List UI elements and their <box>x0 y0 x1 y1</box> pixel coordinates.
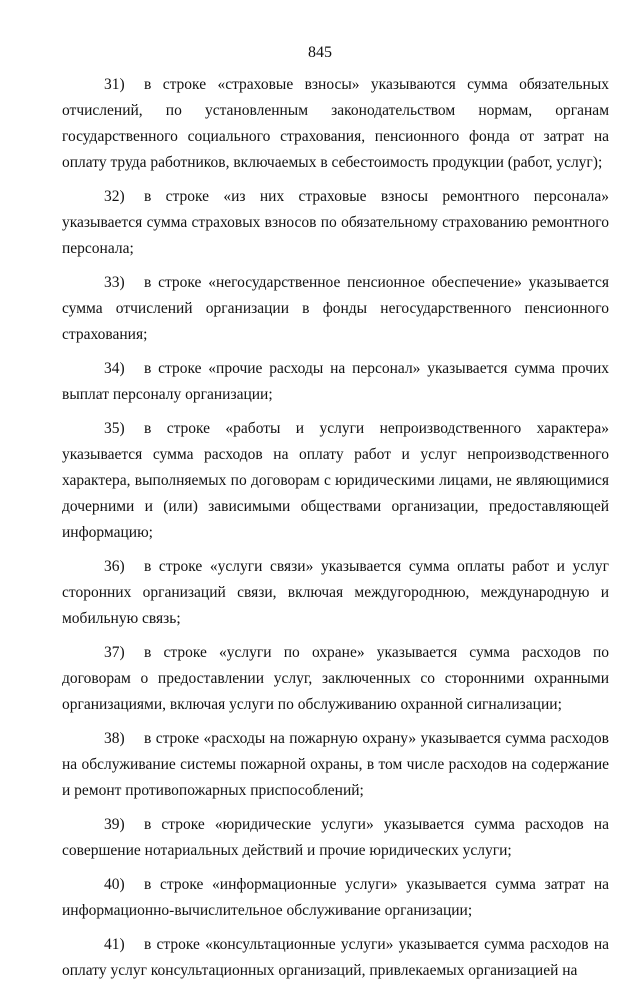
paragraph-text: в строке «услуги связи» указывается сумма оплаты работ и услуг сторонних организаций связи, включая междугороднюю, международную и мобильную связь; <box>62 558 609 627</box>
item-number: 31) <box>104 76 125 93</box>
paragraph-text: в строке «страховые взносы» указываются сумма обязательных отчислений, по установленным законодательством нормам, органам государственного социального страхования, пенсионного фонда от затрат на оплату труда работников, включаемых в себестоимость продукции (работ, услуг); <box>62 76 609 171</box>
paragraph-text: в строке «консультационные услуги» указывается сумма расходов на оплату услуг консультационных организаций, привлекаемых организацией на <box>62 936 609 979</box>
paragraph-text: в строке «информационные услуги» указывается сумма затрат на информационно-вычислительное обслуживание организации; <box>62 876 609 919</box>
item-number: 39) <box>104 816 125 833</box>
paragraph-37 <box>62 640 609 718</box>
item-number: 37) <box>104 644 125 661</box>
item-number: 33) <box>104 274 125 291</box>
item-number: 38) <box>104 730 125 747</box>
paragraph-text: в строке «негосударственное пенсионное обеспечение» указывается сумма отчислений организации в фонды негосударственного пенсионного страхования; <box>62 274 609 343</box>
paragraph-38 <box>62 726 609 804</box>
paragraph-text: в строке «услуги по охране» указывается сумма расходов по договорам о предоставлении услуг, заключенных со сторонними охранными организациями, включая услуги по обслуживанию охранной сигнализации; <box>62 644 609 713</box>
document-body <box>62 72 609 984</box>
paragraph-text: в строке «из них страховые взносы ремонтного персонала» указывается сумма страховых взносов по обязательному страхованию ремонтного персонала; <box>62 188 609 257</box>
paragraph-40 <box>62 872 609 924</box>
paragraph-32 <box>62 184 609 262</box>
paragraph-41 <box>62 932 609 984</box>
item-number: 35) <box>104 420 125 437</box>
paragraph-text: в строке «юридические услуги» указывается сумма расходов на совершение нотариальных действий и прочие юридических услуги; <box>62 816 609 859</box>
paragraph-31 <box>62 72 609 176</box>
item-number: 34) <box>104 360 125 377</box>
item-number: 36) <box>104 558 125 575</box>
item-number: 32) <box>104 188 125 205</box>
paragraph-39 <box>62 812 609 864</box>
item-number: 40) <box>104 876 125 893</box>
item-number: 41) <box>104 936 125 953</box>
paragraph-36 <box>62 554 609 632</box>
paragraph-34 <box>62 356 609 408</box>
page-number: 845 <box>308 44 332 61</box>
paragraph-33 <box>62 270 609 348</box>
paragraph-text: в строке «прочие расходы на персонал» указывается сумма прочих выплат персоналу организации; <box>62 360 609 403</box>
paragraph-35 <box>62 416 609 546</box>
paragraph-text: в строке «расходы на пожарную охрану» указывается сумма расходов на обслуживание системы пожарной охраны, в том числе расходов на содержание и ремонт противопожарных приспособлений; <box>62 730 609 799</box>
paragraph-text: в строке «работы и услуги непроизводственного характера» указывается сумма расходов на оплату работ и услуг непроизводственного характера, выполняемых по договорам с юридическими лицами, не являющимися дочерними и (или) зависимыми обществами организации, предоставляющей информацию; <box>62 420 609 541</box>
